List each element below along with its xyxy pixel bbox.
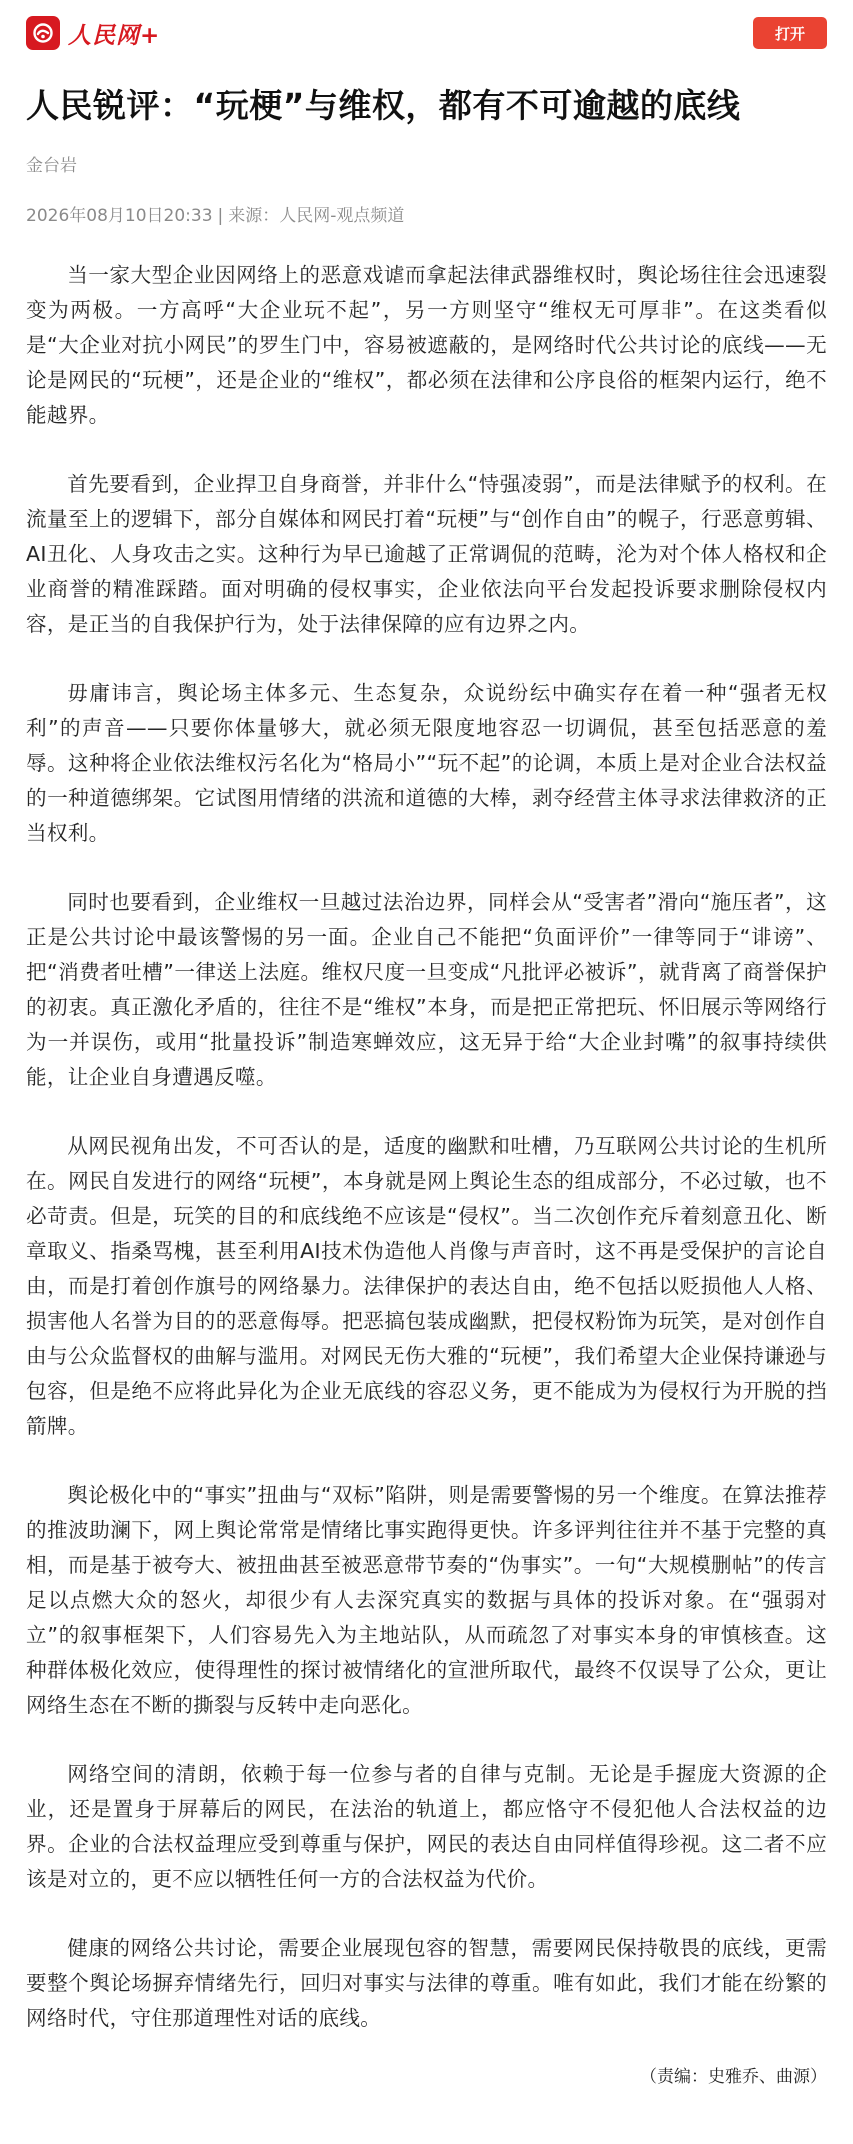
people-logo-icon <box>26 16 60 50</box>
publish-datetime: 2026年08月10日20:33 <box>26 206 213 226</box>
article-source: 来源：人民网-观点频道 <box>228 206 405 226</box>
article-paragraph-8: 健康的网络公共讨论，需要企业展现包容的智慧，需要网民保持敬畏的底线，更需要整个舆论场摒弃情绪先行，回归对事实与法律的尊重。唯有如此，我们才能在纷繁的网络时代，守住那道理性对话的底线。 <box>26 1936 827 2030</box>
article-paragraph-7: 网络空间的清朗，依赖于每一位参与者的自律与克制。无论是手握庞大资源的企业，还是置身于屏幕后的网民，在法治的轨道上，都应恪守不侵犯他人合法权益的边界。企业的合法权益理应受到尊重与保护，网民的表达自由同样值得珍视。这二者不应该是对立的，更不应以牺牲任何一方的合法权益为代价。 <box>26 1762 827 1891</box>
article-meta <box>26 204 827 228</box>
article-title: 人民锐评：“玩梗”与维权，都有不可逾越的底线 <box>26 86 741 125</box>
article-paragraph-6: 舆论极化中的“事实”扭曲与“双标”陷阱，则是需要警惕的另一个维度。在算法推荐的推波助澜下，网上舆论常常是情绪比事实跑得更快。许多评判往往并不基于完整的真相，而是基于被夸大、被扭曲甚至被恶意带节奏的“伪事实”。一句“大规模删帖”的传言足以点燃大众的怒火，却很少有人去深究真实的数据与具体的投诉对象。在“强弱对立”的叙事框架下，人们容易先入为主地站队，从而疏忽了对事实本身的审慎核查。这种群体极化效应，使得理性的探讨被情绪化的宣泄所取代，最终不仅误导了公众，更让网络生态在不断的撕裂与反转中走向恶化。 <box>26 1483 827 1717</box>
article-paragraph-3: 毋庸讳言，舆论场主体多元、生态复杂，众说纷纭中确实存在着一种“强者无权利”的声音——只要你体量够大，就必须无限度地容忍一切调侃，甚至包括恶意的羞辱。这种将企业依法维权污名化为“格局小”“玩不起”的论调，本质上是对企业合法权益的一种道德绑架。它试图用情绪的洪流和道德的大棒，剥夺经营主体寻求法律救济的正当权利。 <box>26 681 827 845</box>
article-paragraph-1: 当一家大型企业因网络上的恶意戏谑而拿起法律武器维权时，舆论场往往会迅速裂变为两极。一方高呼“大企业玩不起”，另一方则坚守“维权无可厚非”。在这类看似是“大企业对抗小网民”的罗生门中，容易被遮蔽的，是网络时代公共讨论的底线——无论是网民的“玩梗”，还是企业的“维权”，都必须在法律和公序良俗的框架内运行，绝不能越界。 <box>26 263 827 427</box>
top-bar <box>0 0 853 66</box>
meta-divider: | <box>217 206 224 226</box>
brand-name: 人民网+ <box>68 21 161 49</box>
article-author: 金台岩 <box>26 156 77 176</box>
editor-credit: （责编：史雅乔、曲源） <box>640 2067 827 2087</box>
article-paragraph-4: 同时也要看到，企业维权一旦越过法治边界，同样会从“受害者”滑向“施压者”，这正是公共讨论中最该警惕的另一面。企业自己不能把“负面评价”一律等同于“诽谤”、把“消费者吐槽”一律送上法庭。维权尺度一旦变成“凡批评必被诉”，就背离了商誉保护的初衷。真正激化矛盾的，往往不是“维权”本身，而是把正常把玩、怀旧展示等网络行为一并误伤，或用“批量投诉”制造寒蝉效应，这无异于给“大企业封嘴”的叙事持续供能，让企业自身遭遇反噬。 <box>26 890 827 1089</box>
brand-logo[interactable] <box>26 16 160 50</box>
article-body <box>26 258 827 2087</box>
article-paragraph-2: 首先要看到，企业捍卫自身商誉，并非什么“恃强凌弱”，而是法律赋予的权利。在流量至上的逻辑下，部分自媒体和网民打着“玩梗”与“创作自由”的幌子，行恶意剪辑、AI丑化、人身攻击之实。这种行为早已逾越了正常调侃的范畴，沦为对个体人格权和企业商誉的精准踩踏。面对明确的侵权事实，企业依法向平台发起投诉要求删除侵权内容，是正当的自我保护行为，处于法律保障的应有边界之内。 <box>26 472 827 636</box>
open-app-button[interactable]: 打开 <box>753 17 827 49</box>
article-paragraph-5: 从网民视角出发，不可否认的是，适度的幽默和吐槽，乃互联网公共讨论的生机所在。网民自发进行的网络“玩梗”，本身就是网上舆论生态的组成部分，不必过敏，也不必苛责。但是，玩笑的目的和底线绝不应该是“侵权”。当二次创作充斥着刻意丑化、断章取义、指桑骂槐，甚至利用AI技术伪造他人肖像与声音时，这不再是受保护的言论自由，而是打着创作旗号的网络暴力。法律保护的表达自由，绝不包括以贬损他人人格、损害他人名誉为目的的恶意侮辱。把恶搞包装成幽默，把侵权粉饰为玩笑，是对创作自由与公众监督权的曲解与滥用。对网民无伤大雅的“玩梗”，我们希望大企业保持谦逊与包容，但是绝不应将此异化为企业无底线的容忍义务，更不能成为为侵权行为开脱的挡箭牌。 <box>26 1134 827 1438</box>
